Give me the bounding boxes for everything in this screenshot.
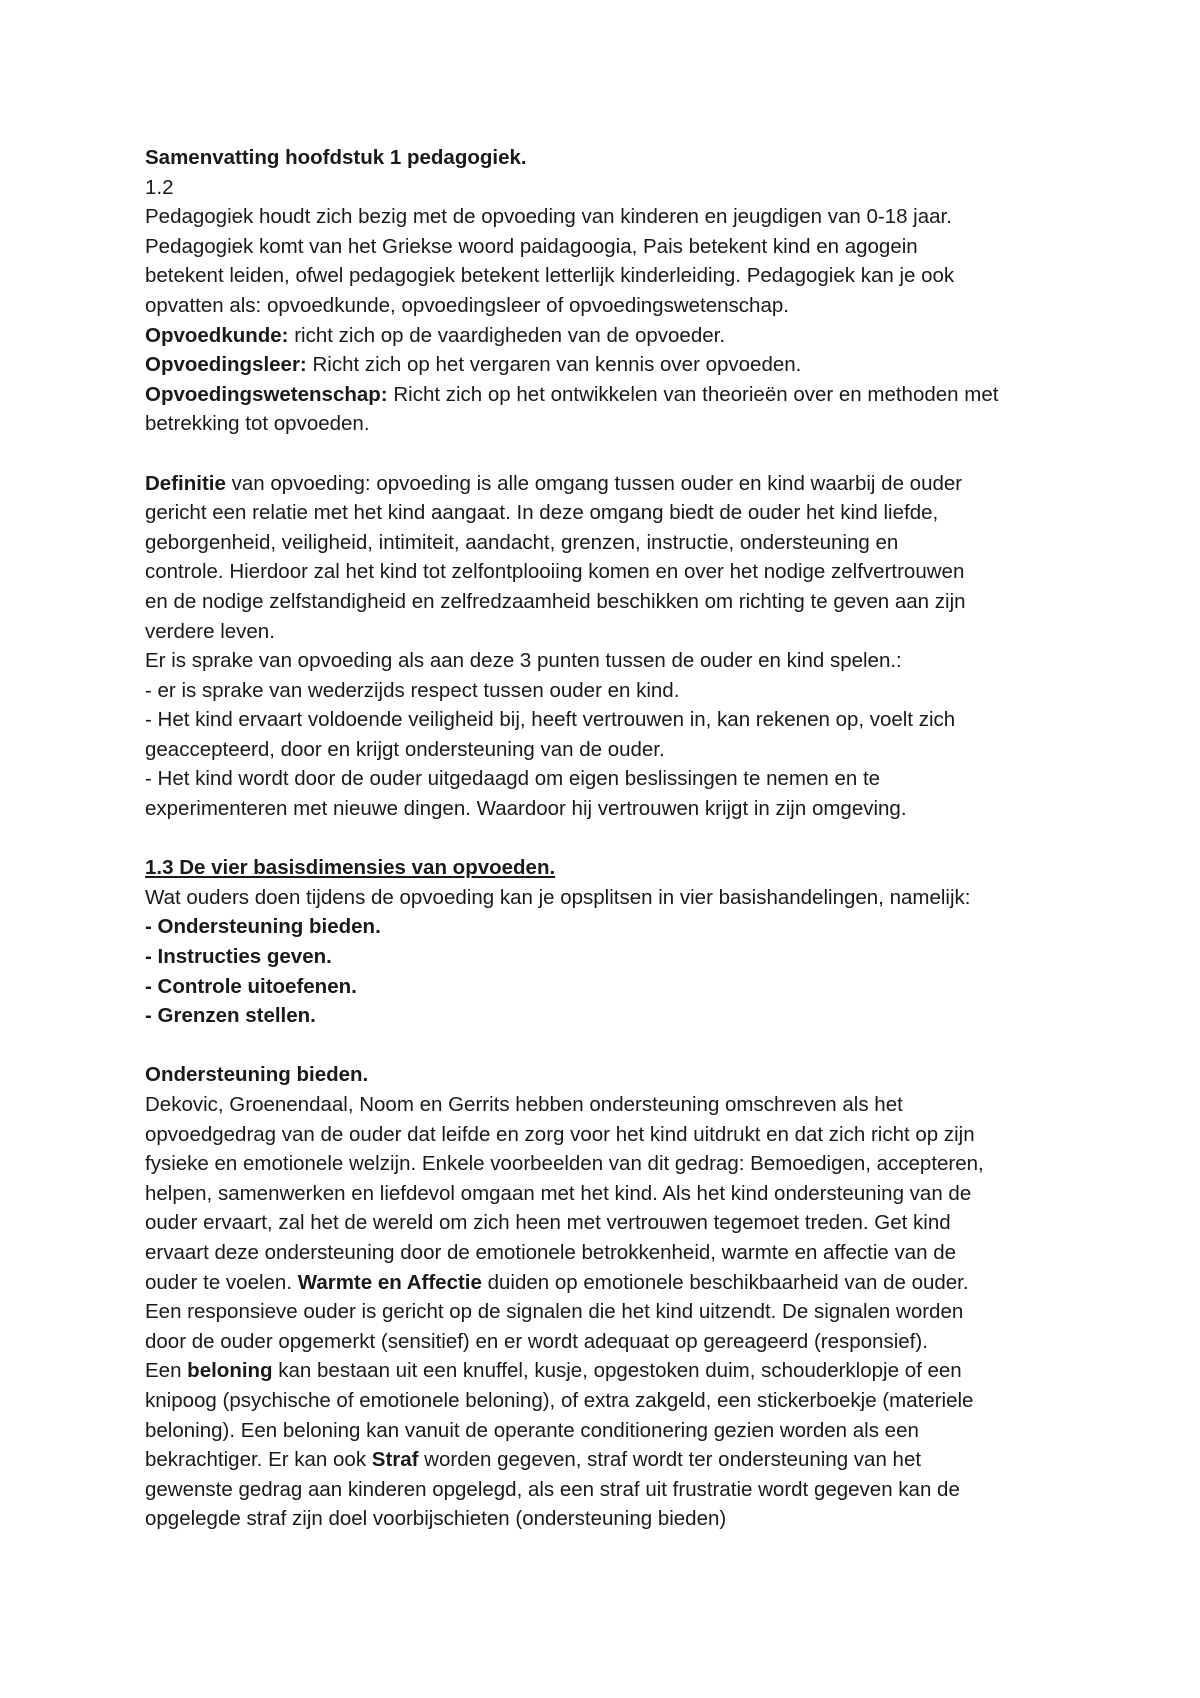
text-run: worden gegeven, straf wordt ter ondersteuning van het [418,1448,922,1472]
paragraph-line [145,1356,1080,1386]
list-item: - Instructies geven. [145,945,332,969]
paragraph-line: door de ouder opgemerkt (sensitief) en er wordt adequaat op gereageerd (responsief). [145,1329,928,1353]
term-label: Opvoedingswetenschap: [145,382,388,406]
definition-line [145,469,1080,499]
term-definition: richt zich op de vaardigheden van de opvoeder. [288,323,726,347]
term-label: Opvoedingsleer: [145,353,307,377]
paragraph-line: betekent leiden, ofwel pedagogiek betekent letterlijk kinderleiding. Pedagogiek kan je ook [145,264,955,288]
section-heading: 1.3 De vier basisdimensies van opvoeden. [145,856,556,880]
paragraph-line: helpen, samenwerken en liefdevol omgaan met het kind. Als het kind ondersteuning van de [145,1181,972,1205]
term-label: Opvoedkunde: [145,323,289,347]
paragraph-line: opvoedgedrag van de ouder dat leifde en zorg voor het kind uitdrukt en dat zich richt op zijn [145,1122,975,1146]
beloning-term: beloning [187,1359,273,1383]
subsection-heading: Ondersteuning bieden. [145,1063,369,1087]
paragraph-line: gericht een relatie met het kind aangaat. In deze omgang biedt de ouder het kind liefde, [145,501,939,525]
paragraph-line: - Het kind wordt door de ouder uitgedaagd om eigen beslissingen te nemen en te [145,767,881,791]
warmte-affectie-term: Warmte en Affectie [297,1270,482,1294]
blank-line [145,439,1080,469]
paragraph-line: opvatten als: opvoedkunde, opvoedingsleer of opvoedingswetenschap. [145,293,789,317]
blank-line [145,824,1080,854]
paragraph-line: geaccepteerd, door en krijgt ondersteuning van de ouder. [145,737,665,761]
straf-term: Straf [371,1448,419,1472]
paragraph-line: ouder ervaart, zal het de wereld om zich heen met vertrouwen tegemoet treden. Get kind [145,1211,951,1235]
text-run: ouder te voelen. [145,1270,298,1294]
paragraph-line: betrekking tot opvoeden. [145,412,370,436]
definition-term: Definitie [145,471,226,495]
paragraph-line: Er is sprake van opvoeding als aan deze 3 punten tussen de ouder en kind spelen.: [145,649,902,673]
list-item: - Controle uitoefenen. [145,974,357,998]
term-opvoedkunde [145,321,1080,351]
paragraph-line: experimenteren met nieuwe dingen. Waardoor hij vertrouwen krijgt in zijn omgeving. [145,797,907,821]
paragraph-line: Wat ouders doen tijdens de opvoeding kan je opsplitsen in vier basishandelingen, namelijk: [145,885,971,909]
paragraph-line: Dekovic, Groenendaal, Noom en Gerrits hebben ondersteuning omschreven als het [145,1093,903,1116]
paragraph-line: geborgenheid, veiligheid, intimiteit, aandacht, grenzen, instructie, ondersteuning en [145,530,899,554]
paragraph-line: knipoog (psychische of emotionele beloning), of extra zakgeld, een stickerboekje (materiele [145,1388,974,1412]
text-run: Een [145,1359,188,1383]
paragraph-line: opgelegde straf zijn doel voorbijschieten (ondersteuning bieden) [145,1507,727,1531]
term-opvoedingsleer [145,350,1080,380]
paragraph-line: gewenste gedrag aan kinderen opgelegd, als een straf uit frustratie wordt gegeven kan de [145,1477,960,1501]
paragraph-line: - er is sprake van wederzijds respect tussen ouder en kind. [145,678,680,702]
paragraph-line: Een responsieve ouder is gericht op de signalen die het kind uitzendt. De signalen worden [145,1300,964,1324]
term-opvoedingswetenschap [145,380,1080,410]
paragraph-line [145,1268,1080,1298]
blank-line [145,1031,1080,1061]
paragraph-line: Pedagogiek houdt zich bezig met de opvoeding van kinderen en jeugdigen van 0-18 jaar. [145,205,952,229]
paragraph-line: fysieke en emotionele welzijn. Enkele voorbeelden van dit gedrag: Bemoedigen, accepteren, [145,1152,984,1176]
text-run: kan bestaan uit een knuffel, kusje, opgestoken duim, schouderklopje of een [272,1359,962,1383]
paragraph-line: - Het kind ervaart voldoende veiligheid bij, heeft vertrouwen in, kan rekenen op, voelt zich [145,708,956,732]
paragraph-line: controle. Hierdoor zal het kind tot zelfontplooiing komen en over het nodige zelfvertrouwen [145,560,965,584]
list-item: - Ondersteuning bieden. [145,915,381,939]
paragraph-line: en de nodige zelfstandigheid en zelfredzaamheid beschikken om richting te geven aan zijn [145,589,966,613]
paragraph-line: Pedagogiek komt van het Griekse woord paidagoogia, Pais betekent kind en agogein [145,234,918,258]
section-number: 1.2 [145,175,174,199]
definition-text: van opvoeding: opvoeding is alle omgang tussen ouder en kind waarbij de ouder [225,471,963,495]
text-run: bekrachtiger. Er kan ook [145,1448,372,1472]
list-item: - Grenzen stellen. [145,1004,316,1028]
paragraph-line: ervaart deze ondersteuning door de emotionele betrokkenheid, warmte en affectie van de [145,1240,957,1264]
paragraph-line [145,1445,1080,1475]
document-title: Samenvatting hoofdstuk 1 pedagogiek. [145,146,527,169]
text-run: duiden op emotionele beschikbaarheid van de ouder. [481,1270,969,1294]
term-definition: Richt zich op het ontwikkelen van theorieën over en methoden met [387,382,999,406]
paragraph-line: verdere leven. [145,619,275,643]
term-definition: Richt zich op het vergaren van kennis over opvoeden. [306,353,802,377]
paragraph-line: beloning). Een beloning kan vanuit de operante conditionering gezien worden als een [145,1418,919,1442]
